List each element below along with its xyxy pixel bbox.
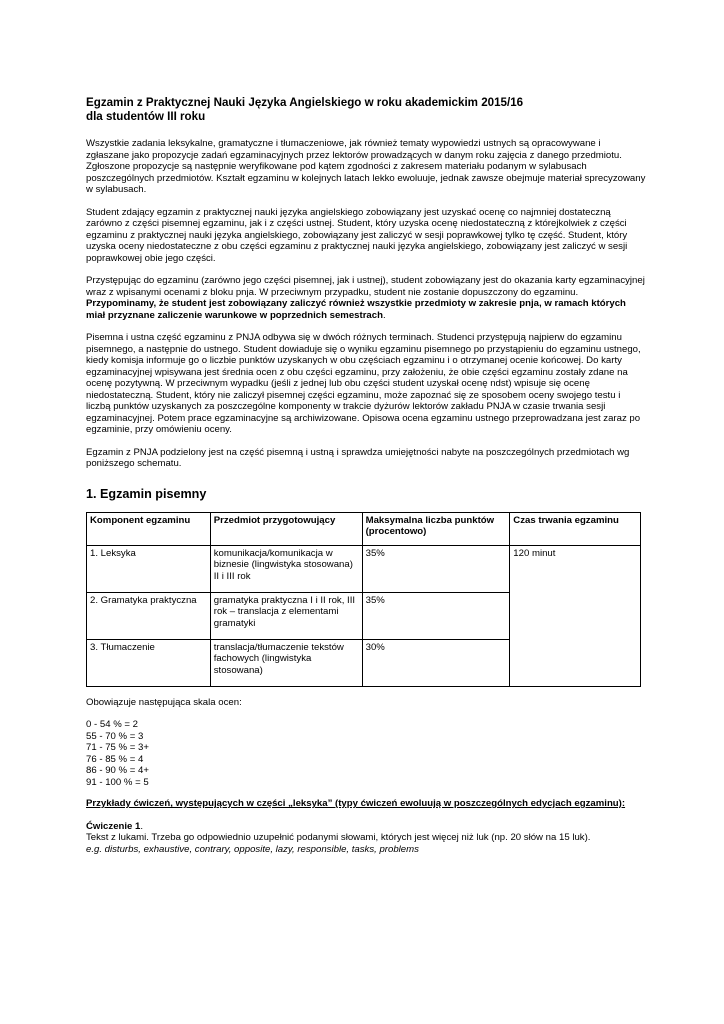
cell-komponent: 2. Gramatyka praktyczna (87, 592, 211, 639)
cell-przedmiot: komunikacja/komunikacja w biznesie (lingwistyka stosowana) II i III rok (210, 545, 362, 592)
header-czas: Czas trwania egzaminu (510, 512, 641, 545)
exercise-1: Ćwiczenie 1. Tekst z lukami. Trzeba go odpowiednio uzupełnić podanymi słowami, których jest więcej niż luk (np. 20 słów na 15 luk). e.g. disturbs, exhaustive, contrary, opposite, lazy, responsible, tasks, problems (86, 820, 591, 855)
scale-item: 91 - 100 % = 5 (86, 776, 149, 788)
cell-procent: 35% (362, 545, 510, 592)
cell-komponent: 3. Tłumaczenie (87, 639, 211, 686)
cell-czas: 120 minut (510, 545, 641, 686)
cell-komponent: 1. Leksyka (87, 545, 211, 592)
scale-item: 55 - 70 % = 3 (86, 730, 144, 742)
cell-procent: 30% (362, 639, 510, 686)
title-line-1: Egzamin z Praktycznej Nauki Języka Angielskiego w roku akademickim 2015/16 (86, 96, 524, 109)
scale-item: 0 - 54 % = 2 (86, 719, 138, 730)
cell-procent: 35% (362, 592, 510, 639)
table-row (87, 545, 641, 592)
document-page (86, 96, 646, 866)
cell-przedmiot: translacja/tłumaczenie tekstów fachowych (lingwistyka stosowana) (210, 639, 362, 686)
paragraph-structure: Egzamin z PNJA podzielony jest na część pisemną i ustną i sprawdza umiejętności nabyte na poszczególnych przedmiotach wg poniższego schematu. (86, 446, 630, 469)
paragraph-grades: Student zdający egzamin z praktycznej nauki języka angielskiego zobowiązany jest uzyskać ocenę co najmniej dostateczną zarówno z części pisemnej egzaminu, jak i z części ustnej. Student, który uzyska ocenę niedostateczną z którejkolwiek z części egzaminu z praktycznej nauki języka angielskiego, zobowiązany jest zaliczyć w sesji poprawkowej tylko tę część. Student, który uzyska oceny niedostateczne z obu części egzaminu z praktycznej nauki języka angielskiego, zobowiązany jest zaliczyć w sesji poprawkowej obie jego części. (86, 206, 628, 264)
header-punkty: Maksymalna liczba punktów (procentowo) (362, 512, 510, 545)
paragraph-exam-card (86, 275, 646, 321)
header-komponent: Komponent egzaminu (87, 512, 211, 545)
document-title (86, 96, 646, 124)
exercise-1-example: e.g. disturbs, exhaustive, contrary, opposite, lazy, responsible, tasks, problems (86, 843, 419, 855)
examples-heading: Przykłady ćwiczeń, występujących w części „leksyka” (typy ćwiczeń ewoluują w poszczególnych edycjach egzaminu): (86, 798, 626, 809)
paragraph-tasks: Wszystkie zadania leksykalne, gramatyczne i tłumaczeniowe, jak również tematy wypowiedzi ustnych są opracowywane i zgłaszane jako propozycje zadań egzaminacyjnych przez lektorów prowadzących w danym roku zajęcia z danego przedmiotu. Zgłoszone propozycje są następnie weryfikowane pod kątem zgodności z zakresem materiału podanym w sylabusach poszczególnych przedmiotów. Kształt egzaminu w kolejnych latach lekko ewoluuje, jednak zawsze obejmuje materiał sprecyzowany w sylabusach. (86, 138, 646, 195)
paragraph-exam-parts: Pisemna i ustna część egzaminu z PNJA odbywa się w dwóch różnych terminach. Studenci przystępują najpierw do egzaminu pisemnego, a następnie do ustnego. Student dowiaduje się o wyniku egzaminu pisemnego po przystąpieniu do egzaminu ustnego, kiedy komisja informuje go o liczbie punktów uzyskanych w obu częściach egzaminu i o otrzymanej ocenie końcowej. Do karty egzaminacyjnej wpisywana jest średnia ocen z obu części egzaminu, przy założeniu, że obie części egzaminu zostały zdane na ocenę pozytywną. W przeciwnym wypadku (jeśli z jednej lub obu części student uzyskał ocenę ndst) wpisuje się ocenę niedostateczną. Student, który nie zaliczył pisemnej części egzaminu, może zapoznać się ze sposobem oceny swojego testu i liczbą punktów uzyskanych za poszczególne komponenty w trakcie dyżurów lektorów zakładu PNJA w czasie trwania sesji egzaminacyjnej. Potem prace egzaminacyjne są archiwizowane. Opisowa ocena egzaminu ustnego przeprowadzana jest zaraz po egzaminie, przy omówieniu oceny. (86, 332, 641, 435)
section-heading-written: 1. Egzamin pisemny (86, 486, 207, 501)
scale-intro: Obowiązuje następująca skala ocen: (86, 696, 242, 708)
grading-scale (86, 697, 646, 789)
exercise-1-text: Tekst z lukami. Trzeba go odpowiednio uzupełnić podanymi słowami, których jest więcej niż luk (np. 20 słów na 15 luk). (86, 832, 591, 843)
scale-item: 86 - 90 % = 4+ (86, 765, 149, 776)
scale-item: 71 - 75 % = 3+ (86, 742, 149, 753)
reminder-period: . (382, 309, 386, 321)
exam-card-text: Przystępując do egzaminu (zarówno jego części pisemnej, jak i ustnej), student zobowiązany jest do okazania karty egzaminacyjnej wraz z wpisanymi ocenami z bloku pnja. W przeciwnym przypadku, student nie zostanie dopuszczony do egzaminu. (86, 275, 645, 298)
exercise-1-title: Ćwiczenie 1 (86, 820, 141, 832)
title-line-2: dla studentów III roku (86, 110, 206, 123)
scale-item: 76 - 85 % = 4 (86, 753, 144, 765)
header-przedmiot: Przedmiot przygotowujący (210, 512, 362, 545)
reminder-bold: Przypominamy, że student jest zobowiązany zaliczyć również wszystkie przedmioty w zakresie pnja, w ramach których miał przyznane zaliczenie warunkowe w poprzednich semestrach (86, 298, 626, 321)
table-header-row (87, 512, 641, 545)
exam-table (86, 512, 641, 687)
cell-przedmiot: gramatyka praktyczna I i II rok, III rok – translacja z elementami gramatyki (210, 592, 362, 639)
